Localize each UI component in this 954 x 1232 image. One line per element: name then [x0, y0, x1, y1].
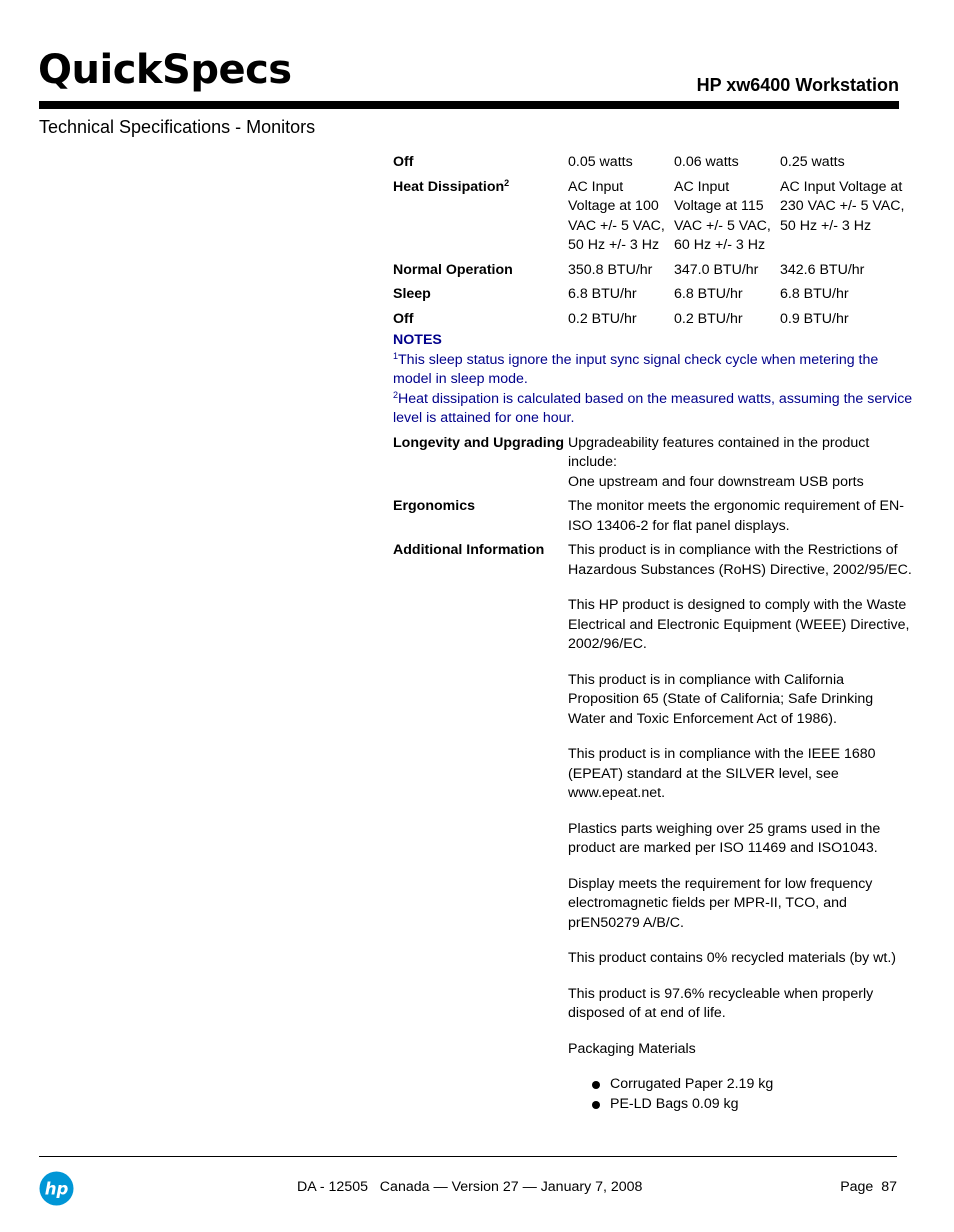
spec-row-longevity [393, 434, 913, 493]
footer-rule [39, 1156, 897, 1157]
spec-row-off-btu [393, 310, 913, 330]
note-1: $^1$This sleep status ignore the input sync signal check cycle when metering the model in sleep mode. [393, 350, 879, 387]
row-value: The monitor meets the ergonomic requirement of EN-ISO 13406-2 for flat panel displays. [568, 498, 904, 534]
row-value: AC Input Voltage at 230 VAC +/- 5 VAC, 50 Hz +/- 3 Hz [780, 178, 905, 234]
spec-row-ergonomics [393, 497, 913, 536]
row-value: 0.9 BTU/hr [780, 310, 849, 327]
row-value: 6.8 BTU/hr [780, 286, 849, 302]
list-item: Corrugated Paper 2.19 kg [592, 1075, 913, 1095]
paragraph: This product is in compliance with California Proposition 65 (State of California; Safe Drinking Water and Toxic Enforcement Act of 1986). [568, 671, 874, 727]
row-label: Off [393, 154, 414, 170]
notes-title: NOTES [393, 332, 442, 348]
brand-title: QuickSpecs [38, 47, 292, 93]
row-value: AC Input Voltage at 115 VAC +/- 5 VAC, 60 Hz +/- 3 Hz [674, 178, 771, 253]
spec-content [393, 153, 913, 1119]
row-value: AC Input Voltage at 100 VAC +/- 5 VAC, 50 Hz +/- 3 Hz [568, 178, 665, 253]
header-rule [39, 101, 899, 109]
spec-row-additional [393, 541, 913, 1114]
row-label: Ergonomics [393, 498, 475, 514]
row-label: Off [393, 310, 414, 327]
row-value: 350.8 BTU/hr [568, 261, 653, 278]
svg-text:hp: hp [44, 1179, 69, 1199]
product-title: HP xw6400 Workstation [696, 75, 899, 95]
row-value: Upgradeability features contained in the product include: One upstream and four downstream USB ports [568, 434, 870, 490]
section-title: Technical Specifications - Monitors [39, 117, 316, 137]
paragraph: Plastics parts weighing over 25 grams used in the product are marked per ISO 11469 and ISO1043. [568, 820, 881, 856]
hp-logo-icon [39, 1171, 74, 1206]
row-value: 0.05 watts [568, 154, 633, 170]
row-value: 0.06 watts [674, 154, 739, 170]
row-value: 0.2 BTU/hr [674, 310, 743, 327]
spec-row-off-watts [393, 153, 913, 173]
packaging-list [568, 1075, 913, 1114]
paragraph: This product is in compliance with the IEEE 1680 (EPEAT) standard at the SILVER level, see www.epeat.net. [568, 746, 876, 801]
paragraph: This product is 97.6% recycleable when properly disposed of at end of life. [568, 985, 874, 1021]
row-value: 6.8 BTU/hr [568, 286, 637, 302]
footer-doc-info: DA - 12505 Canada — Version 27 — January 7, 2008 [297, 1179, 643, 1195]
paragraph: Display meets the requirement for low frequency electromagnetic fields per MPR-II, TCO, and prEN50279 A/B/C. [568, 875, 873, 931]
paragraph: Packaging Materials [568, 1040, 696, 1057]
row-value: 0.25 watts [780, 154, 845, 170]
paragraph: This HP product is designed to comply with the Waste Electrical and Electronic Equipment (WEEE) Directive, 2002/96/EC. [568, 597, 910, 652]
paragraph: This product is in compliance with the Restrictions of Hazardous Substances (RoHS) Directive, 2002/95/EC. [568, 542, 912, 578]
note-2: $^2$Heat dissipation is calculated based on the measured watts, assuming the service level is attained for one hour. [393, 389, 913, 426]
row-label: Normal Operation [393, 261, 513, 278]
row-value: 0.2 BTU/hr [568, 310, 637, 327]
list-item: PE-LD Bags 0.09 kg [592, 1095, 913, 1115]
spec-row-heat-dissipation [393, 178, 913, 256]
row-value [568, 541, 913, 1114]
row-label: Sleep [393, 286, 431, 302]
paragraph: This product contains 0% recycled materials (by wt.) [568, 950, 897, 966]
spec-row-sleep [393, 285, 913, 305]
row-value: 342.6 BTU/hr [780, 261, 865, 278]
row-value: 6.8 BTU/hr [674, 286, 743, 302]
row-label: Longevity and Upgrading [393, 434, 565, 451]
page-number: Page 87 [840, 1179, 897, 1195]
footnote-ref: 2 [504, 177, 510, 188]
row-value: 347.0 BTU/hr [674, 261, 759, 278]
spec-row-normal-operation [393, 261, 913, 281]
row-label: Additional Information [393, 542, 545, 558]
row-label: Heat Dissipation$^2$ [393, 177, 510, 195]
